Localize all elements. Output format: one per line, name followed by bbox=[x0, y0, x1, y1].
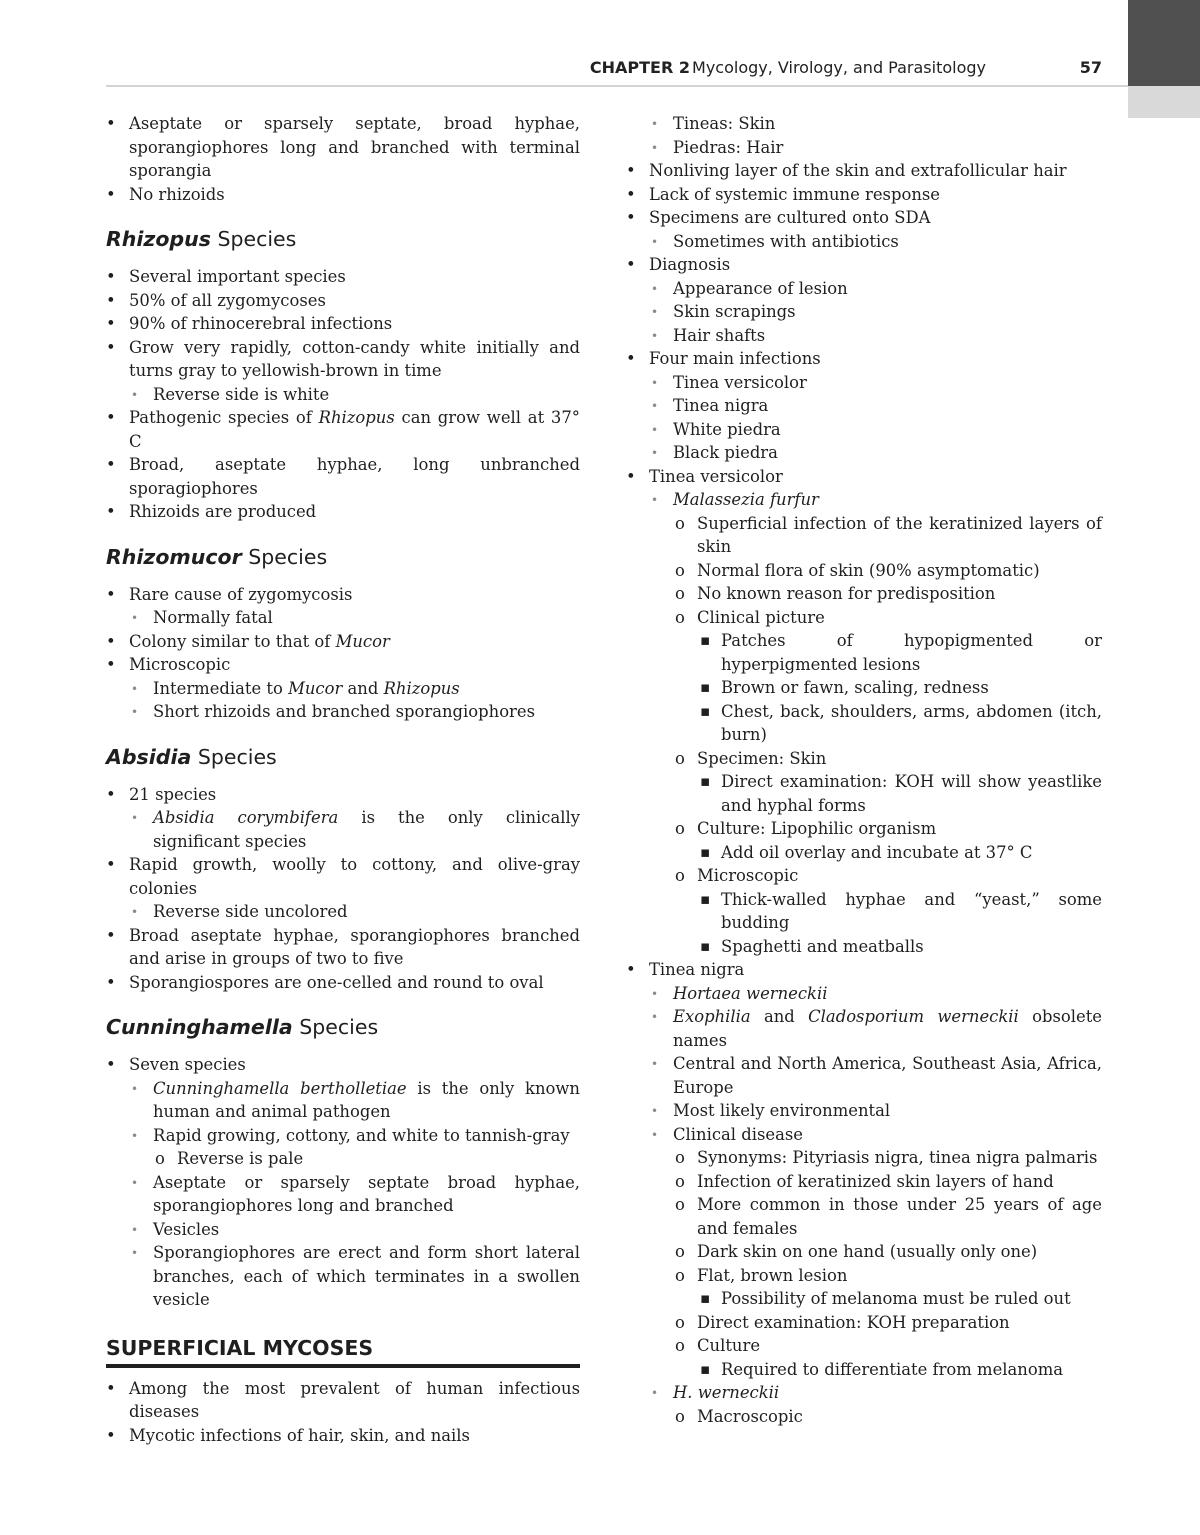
list-item: • Sometimes with antibiotics bbox=[626, 230, 1102, 254]
right-list bbox=[626, 112, 1102, 1428]
list-item: ▪ Required to differentiate from melanoma bbox=[626, 1358, 1102, 1382]
list-item: • Clinical disease bbox=[626, 1123, 1102, 1147]
section-heading-cunninghamella: Cunninghamella Species bbox=[106, 1015, 379, 1039]
list-item: • Sporangiophores are erect and form short lateral branches, each of which terminates in a swollen vesicle bbox=[106, 1241, 580, 1312]
list-item: • Tineas: Skin bbox=[626, 112, 1102, 136]
list-item: • Among the most prevalent of human infectious diseases bbox=[106, 1377, 580, 1424]
list-item: • Tinea nigra bbox=[626, 394, 1102, 418]
list-item: • Central and North America, Southeast Asia, Africa, Europe bbox=[626, 1052, 1102, 1099]
list-item: • Sporangiospores are one-celled and round to oval bbox=[106, 971, 580, 995]
right-column bbox=[626, 112, 1102, 1428]
list-item: • Tinea nigra bbox=[626, 958, 1102, 982]
list-item: o Direct examination: KOH preparation bbox=[626, 1311, 1102, 1335]
list-item: ▪ Chest, back, shoulders, arms, abdomen (itch, burn) bbox=[626, 700, 1102, 747]
list-item: • Normally fatal bbox=[106, 606, 580, 630]
chapter-label: CHAPTER 2 bbox=[589, 58, 690, 77]
list-item: • Several important species bbox=[106, 265, 580, 289]
list-item: • Aseptate or sparsely septate, broad hyphae, sporangiophores long and branched with terminal sporangia bbox=[106, 112, 580, 183]
list-item: • Pathogenic species of Rhizopus can grow well at 37° C bbox=[106, 406, 580, 453]
list-item: ▪ Patches of hypopigmented or hyperpigmented lesions bbox=[626, 629, 1102, 676]
list-item: ▪ Add oil overlay and incubate at 37° C bbox=[626, 841, 1102, 865]
list-item: ▪ Possibility of melanoma must be ruled out bbox=[626, 1287, 1102, 1311]
list-item: • Intermediate to Mucor and Rhizopus bbox=[106, 677, 580, 701]
list-item: o Reverse is pale bbox=[106, 1147, 580, 1171]
list-item: • Seven species bbox=[106, 1053, 580, 1077]
list-item: • Tinea versicolor bbox=[626, 371, 1102, 395]
list-item: o Culture: Lipophilic organism bbox=[626, 817, 1102, 841]
list-item: • Exophilia and Cladosporium werneckii obsolete names bbox=[626, 1005, 1102, 1052]
section-heading-rhizopus: Rhizopus Species bbox=[106, 227, 297, 251]
list-item: • Rhizoids are produced bbox=[106, 500, 580, 524]
page-number: 57 bbox=[1079, 58, 1102, 77]
list-item: • White piedra bbox=[626, 418, 1102, 442]
list-item: • Cunninghamella bertholletiae is the only known human and animal pathogen bbox=[106, 1077, 580, 1124]
list-item: o Clinical picture bbox=[626, 606, 1102, 630]
running-header bbox=[0, 58, 1102, 82]
list-item: • Most likely environmental bbox=[626, 1099, 1102, 1123]
cunninghamella-list bbox=[106, 1053, 580, 1312]
list-item: • Broad aseptate hyphae, sporangiophores branched and arise in groups of two to five bbox=[106, 924, 580, 971]
list-item: • Microscopic bbox=[106, 653, 580, 677]
section-heading-superficial-mycoses: SUPERFICIAL MYCOSES bbox=[106, 1335, 580, 1368]
list-item: • Skin scrapings bbox=[626, 300, 1102, 324]
list-item: • 50% of all zygomycoses bbox=[106, 289, 580, 313]
list-item: • Nonliving layer of the skin and extrafollicular hair bbox=[626, 159, 1102, 183]
list-item: o Synonyms: Pityriasis nigra, tinea nigra palmaris bbox=[626, 1146, 1102, 1170]
list-item: • Absidia corymbifera is the only clinically significant species bbox=[106, 806, 580, 853]
section-heading-absidia: Absidia Species bbox=[106, 744, 277, 769]
list-item: • Diagnosis bbox=[626, 253, 1102, 277]
section-heading-rhizomucor: Rhizomucor Species bbox=[106, 544, 328, 569]
list-item: ▪ Thick-walled hyphae and “yeast,” some budding bbox=[626, 888, 1102, 935]
list-item: • Reverse side is white bbox=[106, 383, 580, 407]
list-item: • Lack of systemic immune response bbox=[626, 183, 1102, 207]
list-item: • Grow very rapidly, cotton-candy white initially and turns gray to yellowish-brown in time bbox=[106, 336, 580, 383]
intro-list bbox=[106, 112, 580, 206]
list-item: • Aseptate or sparsely septate broad hyphae, sporangiophores long and branched bbox=[106, 1171, 580, 1218]
list-item: o Microscopic bbox=[626, 864, 1102, 888]
list-item: • No rhizoids bbox=[106, 183, 580, 207]
list-item: o Flat, brown lesion bbox=[626, 1264, 1102, 1288]
list-item: • Tinea versicolor bbox=[626, 465, 1102, 489]
list-item: • 90% of rhinocerebral infections bbox=[106, 312, 580, 336]
list-item: • Reverse side uncolored bbox=[106, 900, 580, 924]
chapter-title: Mycology, Virology, and Parasitology bbox=[692, 58, 986, 77]
list-item: • Specimens are cultured onto SDA bbox=[626, 206, 1102, 230]
list-item: • Mycotic infections of hair, skin, and nails bbox=[106, 1424, 580, 1448]
list-item: o Specimen: Skin bbox=[626, 747, 1102, 771]
list-item: o More common in those under 25 years of age and females bbox=[626, 1193, 1102, 1240]
list-item: o No known reason for predisposition bbox=[626, 582, 1102, 606]
list-item: • Black piedra bbox=[626, 441, 1102, 465]
list-item: o Infection of keratinized skin layers of hand bbox=[626, 1170, 1102, 1194]
list-item: ▪ Brown or fawn, scaling, redness bbox=[626, 676, 1102, 700]
list-item: • Vesicles bbox=[106, 1218, 580, 1242]
list-item: • Rapid growth, woolly to cottony, and olive-gray colonies bbox=[106, 853, 580, 900]
superficial-list bbox=[106, 1377, 580, 1448]
rhizopus-list bbox=[106, 265, 580, 524]
list-item: o Dark skin on one hand (usually only one) bbox=[626, 1240, 1102, 1264]
list-item: • Appearance of lesion bbox=[626, 277, 1102, 301]
list-item: o Superficial infection of the keratinized layers of skin bbox=[626, 512, 1102, 559]
list-item: • Rapid growing, cottony, and white to tannish-gray bbox=[106, 1124, 580, 1148]
thumb-tab-light bbox=[1128, 86, 1200, 118]
list-item: • Hortaea werneckii bbox=[626, 982, 1102, 1006]
list-item: • 21 species bbox=[106, 783, 580, 807]
list-item: • Piedras: Hair bbox=[626, 136, 1102, 160]
list-item: • Rare cause of zygomycosis bbox=[106, 583, 580, 607]
list-item: o Culture bbox=[626, 1334, 1102, 1358]
list-item: ▪ Direct examination: KOH will show yeastlike and hyphal forms bbox=[626, 770, 1102, 817]
list-item: ▪ Spaghetti and meatballs bbox=[626, 935, 1102, 959]
left-column bbox=[106, 112, 580, 1447]
list-item: o Macroscopic bbox=[626, 1405, 1102, 1429]
list-item: • Short rhizoids and branched sporangiophores bbox=[106, 700, 580, 724]
list-item: • Broad, aseptate hyphae, long unbranched sporagiophores bbox=[106, 453, 580, 500]
list-item: • Colony similar to that of Mucor bbox=[106, 630, 580, 654]
list-item: • Four main infections bbox=[626, 347, 1102, 371]
rhizomucor-list bbox=[106, 583, 580, 724]
list-item: o Normal flora of skin (90% asymptomatic) bbox=[626, 559, 1102, 583]
list-item: • H. werneckii bbox=[626, 1381, 1102, 1405]
absidia-list bbox=[106, 783, 580, 995]
thumb-tab-dark bbox=[1128, 0, 1200, 86]
list-item: • Malassezia furfur bbox=[626, 488, 1102, 512]
list-item: • Hair shafts bbox=[626, 324, 1102, 348]
header-rule bbox=[106, 85, 1128, 87]
